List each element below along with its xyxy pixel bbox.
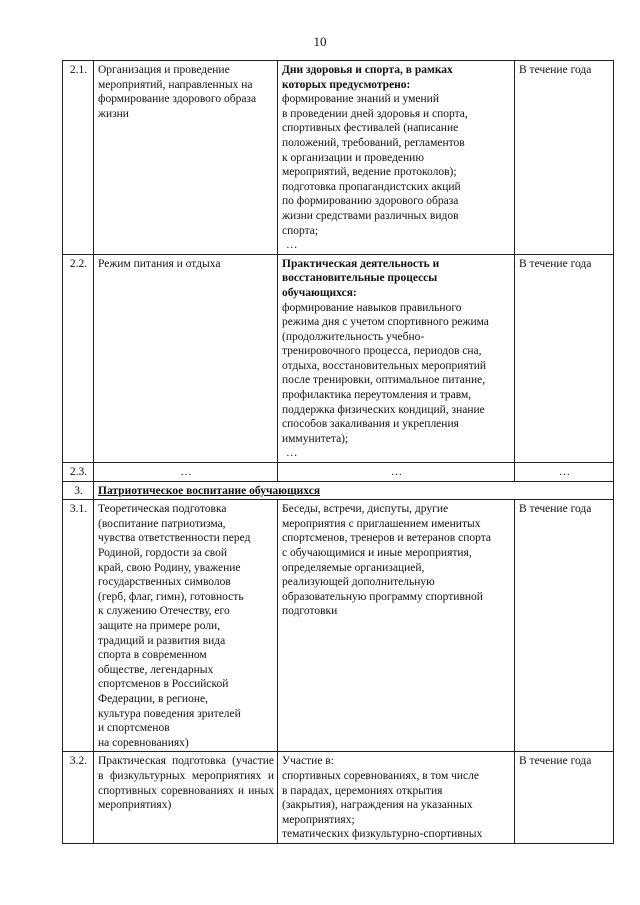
content-line: способов закаливания и укрепления <box>282 418 459 431</box>
content-line: тематических физкультурно-спортивных <box>282 828 483 841</box>
activity-content <box>278 61 515 255</box>
row-number: 3.1. <box>63 500 94 752</box>
content-line: мероприятиях; <box>282 813 355 826</box>
content-line: тренировочного процесса, периодов сна, <box>282 345 482 358</box>
row-number: 2.1. <box>63 61 94 255</box>
content-heading-line: Практическая деятельность и <box>282 257 440 270</box>
activity-content <box>278 752 515 844</box>
content-line: иммунитета); <box>282 432 349 445</box>
activity-name: Организация и проведение мероприятий, направленных на формирование здорового образа жизни <box>94 61 278 255</box>
row-number: 2.3. <box>63 463 94 482</box>
plan-table <box>62 60 614 844</box>
content-line: мероприятия с приглашением именитых <box>282 517 481 530</box>
name-line: (герб, флаг, гимн), готовность <box>98 590 244 603</box>
period: В течение года <box>515 61 614 255</box>
content-line: режима дня с учетом спортивного режима <box>282 316 489 329</box>
name-line: край, свою Родину, уважение <box>98 561 241 574</box>
page-number: 10 <box>313 34 327 49</box>
content-line: (закрытия), награждения на указанных <box>282 799 473 812</box>
name-line: Теоретическая подготовка <box>98 503 227 516</box>
content-line: к организации и проведению <box>282 151 424 164</box>
content-line: по формированию здорового образа <box>282 195 459 208</box>
content-line: подготовки <box>282 605 338 618</box>
activity-name: Режим питания и отдыха <box>94 254 278 462</box>
table-row <box>63 463 614 482</box>
content-line: мероприятий, ведение протоколов); <box>282 166 457 179</box>
table-row <box>63 61 614 255</box>
content-heading-line: которых предусмотрено: <box>282 78 411 91</box>
content-line: положений, требований, регламентов <box>282 136 465 149</box>
content-line: в проведении дней здоровья и спорта, <box>282 107 468 120</box>
content-line: профилактика переутомления и травм, <box>282 389 472 402</box>
name-line: Родиной, гордости за свой <box>98 547 228 559</box>
content-line: отдыха, восстановительных мероприятий <box>282 359 487 372</box>
activity-content <box>278 500 515 752</box>
table-row <box>63 752 614 844</box>
activity-name: Практическая подготовка (участие в физкультурных мероприятиях и спортивных соревнованиях и иных мероприятиях) <box>94 752 278 844</box>
activity-name <box>94 500 278 752</box>
name-line: на соревнованиях) <box>98 736 189 749</box>
content-line: образовательную программу спортивной <box>282 590 483 603</box>
table-row <box>63 254 614 462</box>
content-line: после тренировки, оптимальное питание, <box>282 374 486 387</box>
row-number: 3.2. <box>63 752 94 844</box>
activity-content: … <box>278 463 515 482</box>
name-line: традиций и развития вида <box>98 634 226 647</box>
content-line: (продолжительность учебно- <box>282 330 425 343</box>
name-line: государственных символов <box>98 576 231 589</box>
ellipsis: … <box>286 239 298 252</box>
table-row <box>63 500 614 752</box>
period: В течение года <box>515 254 614 462</box>
activity-name: … <box>94 463 278 482</box>
name-line: Федерации, в регионе, <box>98 692 208 705</box>
content-line: поддержка физических кондиций, знание <box>282 403 485 416</box>
row-number: 2.2. <box>63 254 94 462</box>
section-number: 3. <box>63 481 94 500</box>
name-line: к служению Отечеству, его <box>98 605 230 618</box>
period: В течение года <box>515 500 614 752</box>
content-line: Беседы, встречи, диспуты, другие <box>282 503 449 516</box>
section-row <box>63 481 614 500</box>
section-title-text: Патриотическое воспитание обучающихся <box>98 484 321 497</box>
content-line: жизни средствами различных видов <box>282 209 459 222</box>
name-line: и спортсменов <box>98 722 170 735</box>
name-line: чувства ответственности перед <box>98 532 251 545</box>
content-line: определяемые организацией, <box>282 561 425 574</box>
content-line: формирование навыков правильного <box>282 301 462 314</box>
name-line: обществе, легендарных <box>98 663 214 676</box>
content-heading-line: обучающихся: <box>282 286 357 299</box>
content-line: спортсменов, тренеров и ветеранов спорта <box>282 532 491 545</box>
content-heading-line: Дни здоровья и спорта, в рамках <box>282 64 453 76</box>
name-line: (воспитание патриотизма, <box>98 517 226 530</box>
content-line: в парадах, церемониях открытия <box>282 784 443 797</box>
section-title <box>94 481 614 500</box>
period: В течение года <box>515 752 614 844</box>
period: … <box>515 463 614 482</box>
content-line: спорта; <box>282 224 319 237</box>
content-line: Участие в: <box>282 755 334 768</box>
ellipsis: … <box>286 447 298 460</box>
activity-content <box>278 254 515 462</box>
content-line: с обучающимися и иные мероприятия, <box>282 547 472 559</box>
content-line: реализующей дополнительную <box>282 576 435 589</box>
content-line: спортивных соревнованиях, в том числе <box>282 769 479 782</box>
name-line: спортсменов в Российской <box>98 678 229 691</box>
name-line: защите на примере роли, <box>98 619 221 632</box>
content-line: спортивных фестивалей (написание <box>282 122 459 135</box>
name-line: культура поведения зрителей <box>98 707 241 720</box>
name-line: спорта в современном <box>98 649 207 662</box>
content-line: формирование знаний и умений <box>282 93 439 106</box>
content-line: подготовка пропагандистских акций <box>282 180 461 193</box>
content-heading-line: восстановительные процессы <box>282 272 438 285</box>
